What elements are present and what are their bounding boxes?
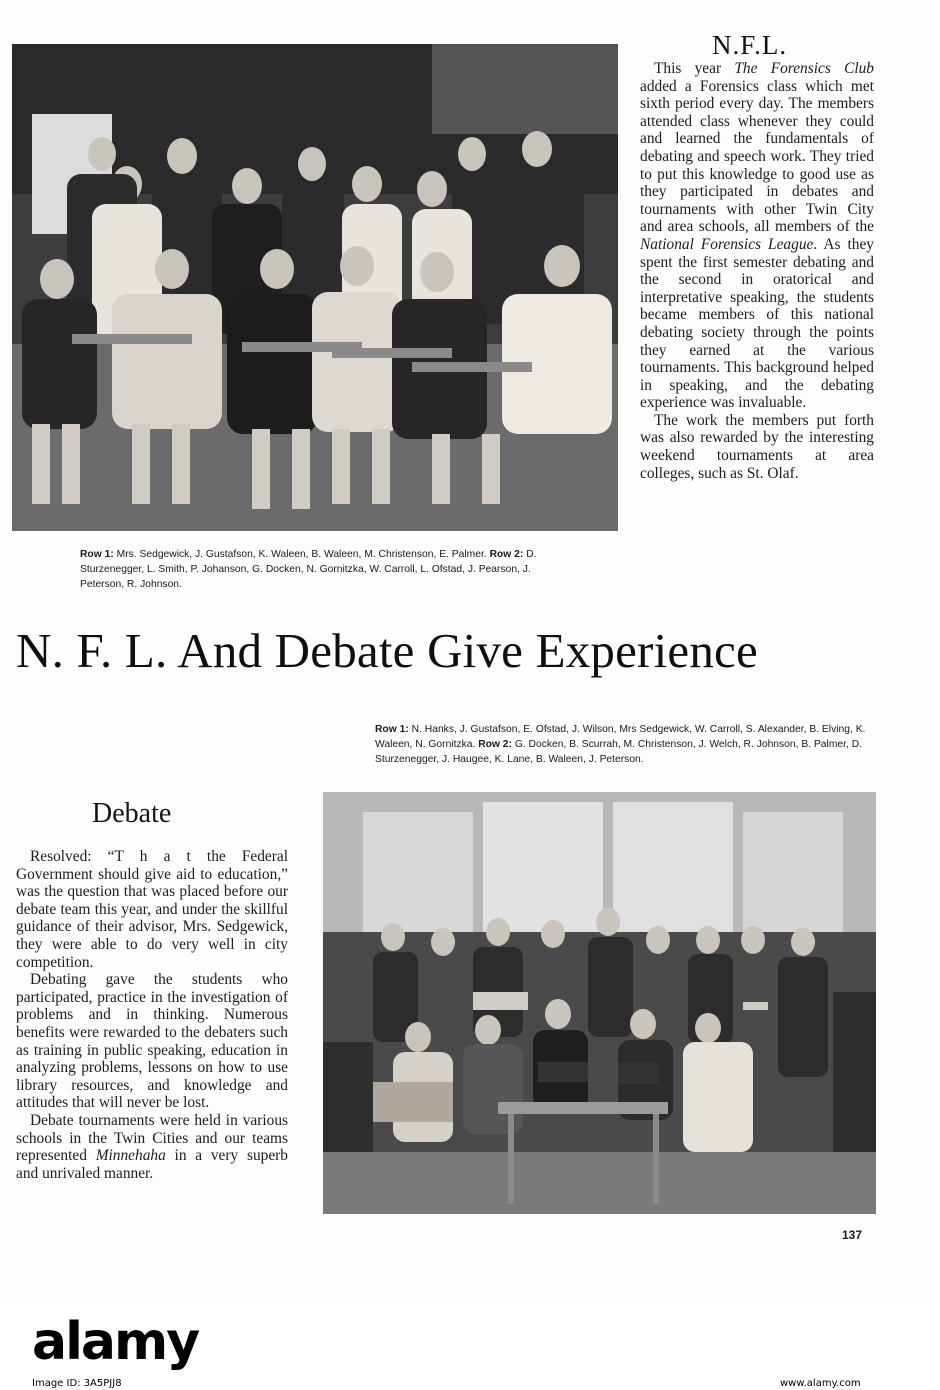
school-name: Minnehaha xyxy=(95,1147,166,1165)
debate-paragraph-2: Debating gave the students who participated, practice in the investigation of problems and in thinking. Numerous benefits were rewarded to the debaters such as training in public speaking, education in analyzing problems, lessons on how to use library resources, and knowledge and attitudes that will never be lost. xyxy=(16,971,288,1112)
debate-heading: Debate xyxy=(92,798,172,829)
debate-paragraph-1: Resolved: “T h a t the Federal Government should give aid to education,” was the question that was placed before our debate team this year, and under the skillful guidance of their advisor, Mrs. Sedgewick, they were able to do very well in city competition. xyxy=(16,848,288,971)
debate-paragraph-3: Debate tournaments were held in various schools in the Twin Cities and our teams represented Minnehaha in a very superb and unrivaled manner. xyxy=(16,1111,288,1182)
image-id-label: Image ID: 3A5PJJ8 xyxy=(32,1378,122,1389)
nfl-heading: N.F.L. xyxy=(712,30,788,60)
bottom-photo-caption: Row 1: N. Hanks, J. Gustafson, E. Ofstad, J. Wilson, Mrs Sedgewick, W. Carroll, S. Alexander, B. Elving, K. Waleen, N. Gornitzka. Row 2: G. Docken, B. Scurrah, M. Christenson, J. Welch, R. Johnson, B. Palmer, D. Sturzenegger, J. Haugee, K. Lane, B. Waleen, J. Peterson. xyxy=(375,724,866,765)
nfl-paragraph-1: This year The Forensics Club added a Forensics class which met sixth period every day. The members attended class whenever they could and learned the fundamentals of debating and speech work. They tried to put this knowledge to good use as they participated in debates and tournaments with other Twin City and area schools, all members of the National Forensics League. As they spent the first semester debating and the second in oratorical and interpretative speaking, the students became members of this national debating society through the points they earned at the various tournaments. This background helped in speaking, and the debating experience was invaluable. xyxy=(640,60,875,412)
page-number: 137 xyxy=(842,1228,863,1242)
debate-team-photo xyxy=(323,792,876,1214)
forensics-club-photo xyxy=(12,44,618,531)
forensics-club-name: The Forensics Club xyxy=(734,60,875,77)
league-name: National Forensics League xyxy=(640,235,814,253)
top-photo-caption: Row 1: Mrs. Sedgewick, J. Gustafson, K. Waleen, B. Waleen, M. Christenson, E. Palmer. Row 2: D. Sturzenegger, L. Smith, P. Johanson, G. Docken, N. Gornitzka, W. Carroll, L. Ofstad, J. Pearson, J. Peterson, R. Johnson. xyxy=(80,549,537,590)
page-headline: N. F. L. And Debate Give Experience xyxy=(16,623,758,678)
alamy-logo: alamy xyxy=(32,1312,199,1372)
nfl-article xyxy=(640,60,874,482)
alamy-url: www.alamy.com xyxy=(780,1378,861,1389)
debate-article xyxy=(16,848,288,1182)
nfl-paragraph-2: The work the members put forth was also rewarded by the interesting weekend tournaments at area colleges, such as St. Olaf. xyxy=(640,411,874,482)
